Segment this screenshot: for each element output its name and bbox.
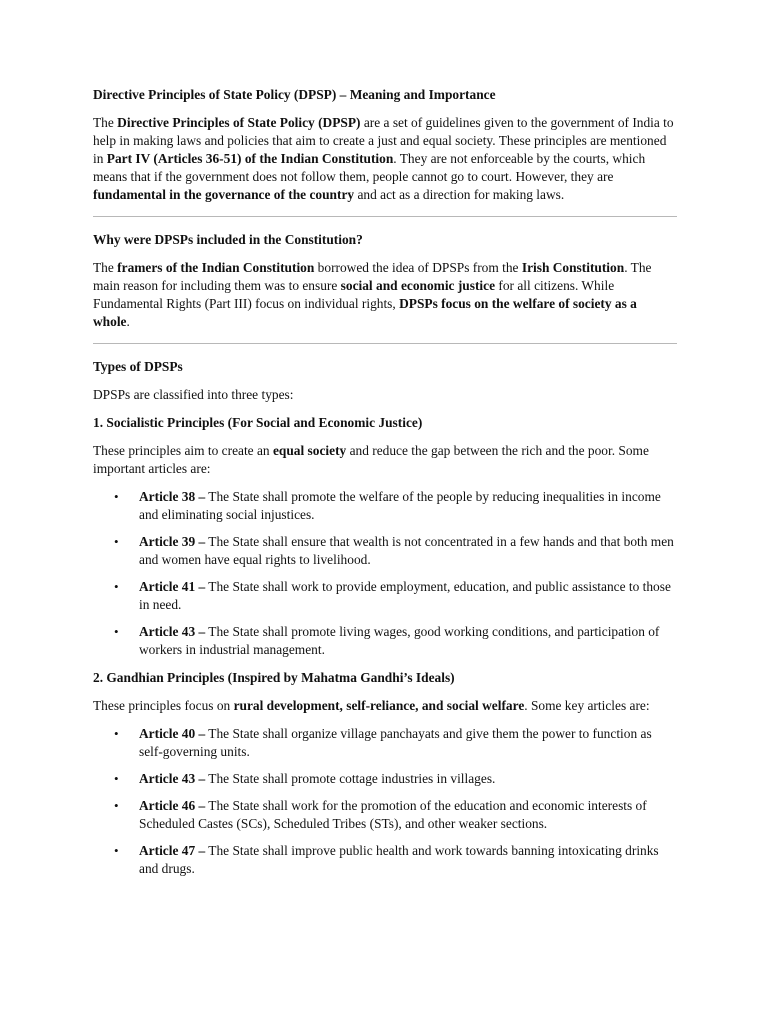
bullet-icon: • (114, 726, 119, 741)
article-label: Article 39 – (139, 534, 206, 549)
article-text: The State shall organize village panchayats and give them the power to function as self-governing units. (139, 726, 652, 759)
bold-run: Irish Constitution (521, 260, 625, 275)
text-run: and reduce the gap between the rich and the poor. Some important articles are: (93, 443, 649, 476)
text-run: These principles focus on (93, 698, 234, 713)
article-text: The State shall improve public health and work towards banning intoxicating drinks and drugs. (139, 843, 659, 876)
bold-run: framers of the Indian Constitution (117, 260, 315, 275)
text-run: . They are not enforceable by the courts, which means that if the government does not follow them, people cannot go to court. However, they are (93, 151, 646, 184)
article-text: The State shall promote the welfare of the people by reducing inequalities in income and eliminating social injustices. (139, 489, 661, 522)
text-run: and act as a direction for making laws. (354, 187, 565, 202)
list-item (93, 842, 677, 878)
gandhian-article-list (93, 725, 677, 878)
socialistic-paragraph (93, 442, 677, 478)
bullet-icon: • (114, 489, 119, 504)
types-heading: Types of DPSPs (93, 359, 183, 374)
list-item (93, 797, 677, 833)
gandhian-paragraph (93, 697, 677, 715)
text-run: The (93, 115, 118, 130)
article-text: The State shall promote living wages, good working conditions, and participation of workers in industrial management. (139, 624, 660, 657)
text-run: . (126, 314, 130, 329)
document-title: Directive Principles of State Policy (DPSP) – Meaning and Importance (93, 87, 496, 102)
article-text: The State shall promote cottage industries in villages. (205, 771, 496, 786)
bold-run: social and economic justice (340, 278, 496, 293)
text-run: borrowed the idea of DPSPs from the (314, 260, 522, 275)
bullet-icon: • (114, 771, 119, 786)
article-label: Article 40 – (139, 726, 206, 741)
list-item (93, 770, 677, 788)
list-item (93, 725, 677, 761)
bold-run: Part IV (Articles 36-51) of the Indian Constitution (106, 151, 394, 166)
bold-run: Directive Principles of State Policy (DPSP) (117, 115, 361, 130)
why-heading: Why were DPSPs included in the Constitution? (93, 232, 363, 247)
text-run: These principles aim to create an (93, 443, 273, 458)
article-label: Article 46 – (139, 798, 206, 813)
article-label: Article 43 – (139, 624, 206, 639)
text-run: The (93, 260, 118, 275)
list-item (93, 578, 677, 614)
text-run: for all citizens. While Fundamental Rights (Part III) focus on individual rights, (93, 278, 615, 311)
article-label: Article 38 – (139, 489, 206, 504)
bold-run: fundamental in the governance of the country (93, 187, 355, 202)
bullet-icon: • (114, 798, 119, 813)
section-divider (93, 343, 677, 344)
section-divider (93, 216, 677, 217)
document-page (93, 86, 677, 888)
article-text: The State shall work to provide employment, education, and public assistance to those in need. (139, 579, 671, 612)
intro-paragraph (93, 114, 677, 204)
text-run: . The main reason for including them was to ensure (93, 260, 652, 293)
socialistic-heading: 1. Socialistic Principles (For Social and Economic Justice) (93, 415, 423, 430)
article-text: The State shall work for the promotion of the education and economic interests of Scheduled Castes (SCs), Scheduled Tribes (STs), and other weaker sections. (139, 798, 647, 831)
text-run: are a set of guidelines given to the government of India to help in making laws and policies that aim to create a just and equal society. These principles are mentioned in (93, 115, 674, 166)
list-item (93, 488, 677, 524)
bold-run: equal society (272, 443, 347, 458)
bullet-icon: • (114, 843, 119, 858)
list-item (93, 623, 677, 659)
types-intro: DPSPs are classified into three types: (93, 387, 294, 402)
list-item (93, 533, 677, 569)
bold-run: rural development, self-reliance, and social welfare (233, 698, 525, 713)
bullet-icon: • (114, 534, 119, 549)
why-paragraph (93, 259, 677, 331)
bold-run: DPSPs focus on the welfare of society as a whole (93, 296, 637, 329)
article-label: Article 43 – (139, 771, 206, 786)
bullet-icon: • (114, 624, 119, 639)
article-label: Article 47 – (139, 843, 206, 858)
text-run: . Some key articles are: (524, 698, 650, 713)
gandhian-heading: 2. Gandhian Principles (Inspired by Mahatma Gandhi’s Ideals) (93, 670, 455, 685)
article-text: The State shall ensure that wealth is not concentrated in a few hands and that both men and women have equal rights to livelihood. (139, 534, 674, 567)
socialistic-article-list (93, 488, 677, 659)
bullet-icon: • (114, 579, 119, 594)
article-label: Article 41 – (139, 579, 206, 594)
